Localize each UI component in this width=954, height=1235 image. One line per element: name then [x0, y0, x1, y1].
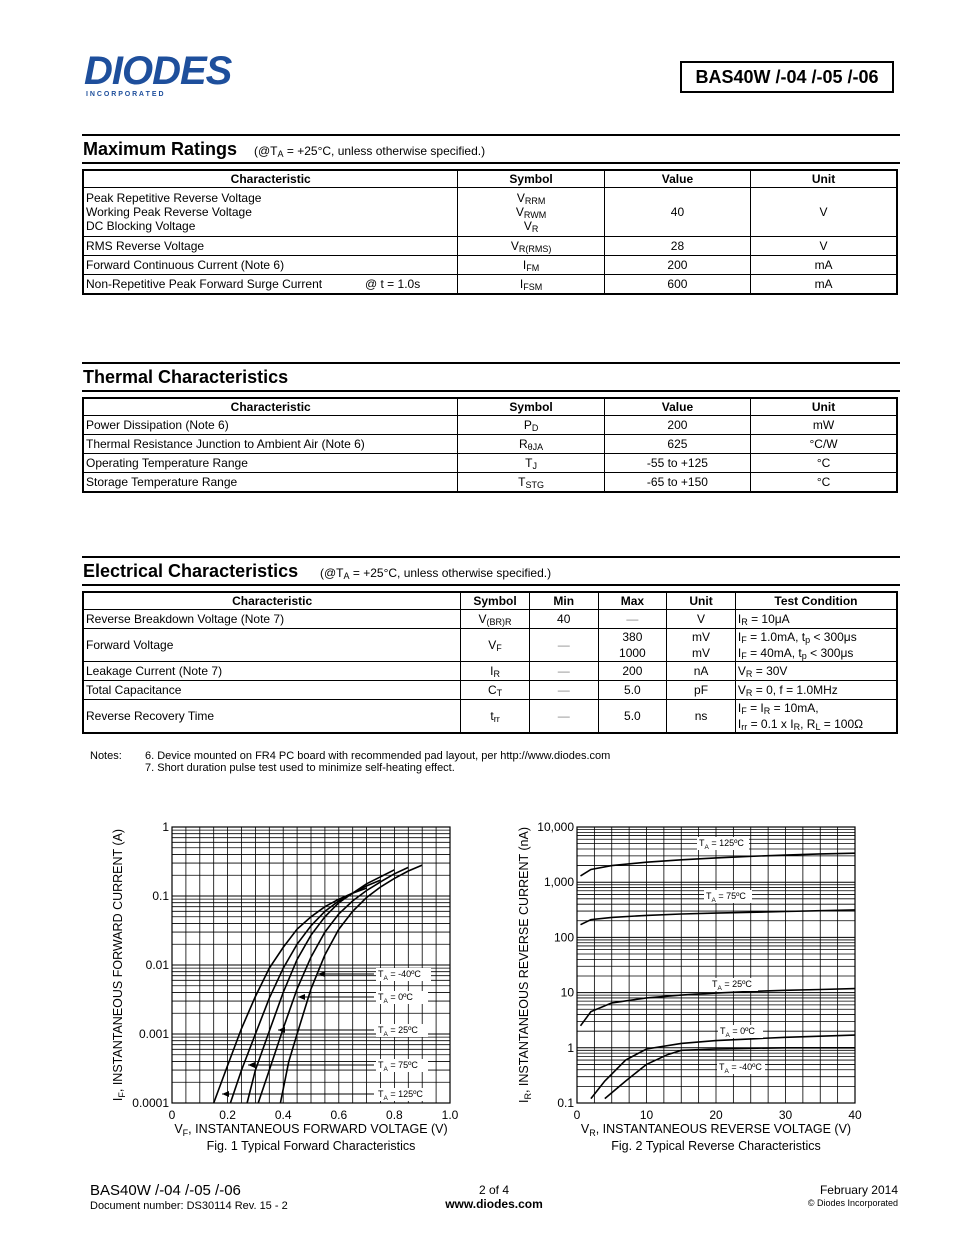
- x-tick-label: 0: [168, 1108, 176, 1122]
- test-condition-line: $I_{rr} = 0.1$ x $I_R$, $R_L = 100\Omega$: [737, 717, 864, 732]
- unit-cell: mA: [751, 256, 897, 275]
- characteristic-condition: @ t = 1.0s: [365, 277, 421, 291]
- y-tick-label: 1: [162, 820, 169, 834]
- max-cell: [598, 681, 667, 700]
- x-tick-label: 0.4: [274, 1108, 292, 1122]
- table-row: [83, 662, 897, 681]
- table-row: [83, 435, 897, 454]
- series-label: $T_A$ = -40ºC: [378, 969, 421, 982]
- y-tick-label: 0.001: [138, 1027, 169, 1041]
- symbol-cell: [458, 435, 604, 454]
- column-header: Characteristic: [83, 592, 461, 610]
- characteristic-cell: Forward Voltage: [83, 629, 461, 662]
- column-header: Max: [598, 592, 667, 610]
- series-label: $T_A$ = -40ºC: [719, 1062, 762, 1075]
- series-label: $T_A$ = 25ºC: [712, 979, 752, 992]
- column-header: Characteristic: [83, 398, 458, 416]
- x-tick-label: 0.6: [330, 1108, 348, 1122]
- symbol-cell: [458, 256, 604, 275]
- max-cell: [598, 610, 667, 629]
- x-tick-label: 0.8: [386, 1108, 403, 1122]
- symbol-line: [460, 205, 601, 219]
- thermal-header: [82, 362, 900, 392]
- value-cell: 40: [604, 188, 750, 237]
- symbol: $P_D$: [523, 418, 539, 433]
- value-cell: 200: [604, 256, 750, 275]
- symbol-cell: [461, 629, 530, 662]
- y-tick-label: 100: [553, 930, 574, 945]
- characteristic-text: Peak Repetitive Reverse Voltage: [86, 191, 262, 205]
- max-cell: [598, 700, 667, 734]
- characteristic-text: Forward Continuous Current (Note 6): [86, 258, 285, 272]
- symbol-cell: [461, 610, 530, 629]
- max-value: —: [626, 612, 639, 626]
- footer-part-number: BAS40W /-04 /-05 /-06: [90, 1182, 241, 1199]
- table-row: [83, 256, 897, 275]
- unit-value: pF: [694, 683, 709, 697]
- y-tick-label: 0.0001: [132, 1096, 169, 1110]
- min-cell: —: [529, 681, 598, 700]
- characteristic-cell: Storage Temperature Range: [83, 473, 458, 493]
- symbol: $R_{\theta JA}$: [518, 437, 544, 452]
- symbol: $I_{FSM}$: [519, 277, 543, 292]
- series-label-arrowhead: [248, 1062, 255, 1068]
- fig1-forward-chart: [100, 815, 480, 1160]
- x-tick-label: 30: [778, 1108, 793, 1122]
- characteristic-cell: Thermal Resistance Junction to Ambient Air (Note 6): [83, 435, 458, 454]
- symbol-cell: [458, 454, 604, 473]
- diodes-logo: [84, 52, 254, 98]
- series-label-arrowhead: [298, 994, 305, 1000]
- chart-title: Fig. 1 Typical Forward Characteristics: [206, 1139, 416, 1153]
- value-cell: 200: [604, 416, 750, 435]
- symbol-cell: [458, 237, 604, 256]
- characteristic-cell: Reverse Breakdown Voltage (Note 7): [83, 610, 461, 629]
- part-number-box: BAS40W /-04 /-05 /-06: [680, 61, 894, 93]
- x-axis-label: $V_R$, INSTANTANEOUS REVERSE VOLTAGE (V): [580, 1122, 852, 1138]
- symbol-line: [460, 239, 601, 253]
- symbol: $V_{R(RMS)}$: [510, 239, 552, 254]
- symbol-line: [460, 277, 601, 291]
- column-header: Symbol: [461, 592, 530, 610]
- symbol-line: [460, 191, 601, 205]
- y-tick-label: 0.01: [145, 958, 169, 972]
- symbol: $I_{FM}$: [522, 258, 540, 273]
- max-ratings-table: [82, 169, 898, 295]
- unit-cell: mW: [751, 416, 897, 435]
- y-axis-label: $I_R$, INSTANTANEOUS REVERSE CURRENT (nA): [517, 827, 533, 1103]
- max-cell: [598, 662, 667, 681]
- table-header-row: [83, 398, 897, 416]
- x-tick-label: 0: [573, 1108, 581, 1122]
- symbol: $t_{rr}$: [490, 709, 500, 724]
- test-condition-cell: [735, 629, 897, 662]
- max-cell: [598, 629, 667, 662]
- table-row: [83, 454, 897, 473]
- plot-area: [577, 827, 855, 1103]
- y-tick-label: 10,000: [537, 820, 574, 834]
- symbol-cell: [461, 700, 530, 734]
- test-condition-line: $I_F = 40mA$, $t_p < 300\mu s$: [737, 646, 854, 661]
- series-label: $T_A$ = 75ºC: [706, 891, 746, 904]
- series-label: $T_A$ = 125ºC: [699, 838, 744, 851]
- symbol: $T_{STG}$: [518, 475, 545, 490]
- characteristic-cell: [83, 237, 458, 256]
- footer-website[interactable]: www.diodes.com: [445, 1197, 543, 1211]
- test-condition-line: $I_F = I_R = 10mA$,: [737, 701, 819, 716]
- chart-title: Fig. 2 Typical Reverse Characteristics: [611, 1139, 821, 1153]
- test-condition-cell: [735, 700, 897, 734]
- characteristic-cell: Leakage Current (Note 7): [83, 662, 461, 681]
- column-header: Min: [529, 592, 598, 610]
- symbol-cell: [458, 473, 604, 493]
- x-tick-label: 20: [709, 1108, 723, 1122]
- characteristic-cell: Operating Temperature Range: [83, 454, 458, 473]
- max-ratings-header: [82, 134, 900, 164]
- thermal-table: [82, 397, 898, 493]
- unit-cell: [667, 700, 736, 734]
- series-line: [581, 910, 856, 925]
- diodes-logo-graphic: [84, 52, 254, 98]
- y-tick-label: 1,000: [543, 875, 574, 890]
- y-tick-label: 1: [567, 1040, 574, 1055]
- x-tick-label: 0.2: [219, 1108, 236, 1122]
- y-tick-label: 0.1: [152, 889, 169, 903]
- test-condition-cell: [735, 662, 897, 681]
- characteristic-cell: Power Dissipation (Note 6): [83, 416, 458, 435]
- symbol-cell: [458, 416, 604, 435]
- test-condition-cell: [735, 610, 897, 629]
- table-row: [83, 700, 897, 734]
- min-cell: —: [529, 700, 598, 734]
- characteristic-cell: [83, 256, 458, 275]
- footer-page: 2 of 4: [478, 1183, 510, 1197]
- column-header: Unit: [667, 592, 736, 610]
- y-axis-label: $I_F$, INSTANTANEOUS FORWARD CURRENT (A): [111, 828, 127, 1102]
- symbol: $V_{(BR)R}$: [478, 612, 512, 627]
- fig2-reverse-chart: [510, 815, 890, 1160]
- unit-value: ns: [694, 709, 708, 723]
- x-tick-label: 40: [848, 1108, 862, 1122]
- series-line: [230, 880, 380, 1103]
- column-header: Value: [604, 398, 750, 416]
- symbol: $V_{RWM}$: [515, 205, 547, 220]
- series-line: [581, 853, 856, 876]
- symbol: $V_R$: [523, 219, 539, 234]
- value-cell: 600: [604, 275, 750, 295]
- characteristic-text: RMS Reverse Voltage: [86, 239, 205, 253]
- table-row: [83, 610, 897, 629]
- unit-cell: °C: [751, 473, 897, 493]
- table-header-row: [83, 592, 897, 610]
- characteristic-cell: [83, 275, 458, 295]
- footer-date: February 2014: [819, 1183, 898, 1197]
- symbol-cell: [461, 681, 530, 700]
- value-cell: -65 to +150: [604, 473, 750, 493]
- table-row: [83, 237, 897, 256]
- unit-cell: [667, 629, 736, 662]
- column-header: Symbol: [458, 170, 604, 188]
- note-6: 6. Device mounted on FR4 PC board with recommended pad layout, per http://www.diodes.com: [145, 750, 611, 762]
- column-header: Unit: [751, 398, 897, 416]
- unit-cell: mA: [751, 275, 897, 295]
- symbol-cell: [461, 662, 530, 681]
- test-condition-line: $V_R = 30V$: [737, 664, 788, 679]
- x-axis-label: $V_F$, INSTANTANEOUS FORWARD VOLTAGE (V): [174, 1122, 448, 1138]
- characteristic-cell: Total Capacitance: [83, 681, 461, 700]
- logo-wordmark: DIODES: [84, 52, 232, 93]
- series-label: $T_A$ = 75ºC: [378, 1060, 418, 1073]
- min-cell: —: [529, 662, 598, 681]
- column-header: Test Condition: [735, 592, 897, 610]
- symbol: $C_T$: [487, 683, 503, 698]
- unit-value: nA: [693, 664, 709, 678]
- max-value: 1000: [619, 646, 646, 660]
- symbol-line: [460, 258, 601, 272]
- unit-value: mV: [692, 630, 711, 644]
- symbol-cell: [458, 275, 604, 295]
- footer-doc-number: Document number: DS30114 Rev. 15 - 2: [90, 1200, 288, 1212]
- characteristic-text: DC Blocking Voltage: [86, 219, 196, 233]
- test-condition-cell: [735, 681, 897, 700]
- y-tick-label: 10: [560, 985, 574, 1000]
- column-header: Symbol: [458, 398, 604, 416]
- series-label: $T_A$ = 25ºC: [378, 1025, 418, 1038]
- series-line: [581, 989, 856, 1026]
- characteristic-text: Non-Repetitive Peak Forward Surge Current: [86, 277, 323, 291]
- series-label: $T_A$ = 0ºC: [378, 992, 413, 1005]
- electrical-condition: ($@T_A = +25^\circ C$, unless otherwise specified.): [320, 566, 552, 581]
- table-row: [83, 681, 897, 700]
- table-row: [83, 275, 897, 295]
- max-value: 5.0: [624, 709, 641, 723]
- test-condition-line: $V_R = 0$, f = 1.0MHz: [737, 683, 838, 698]
- unit-cell: V: [751, 188, 897, 237]
- electrical-title: Electrical Characteristics: [83, 561, 299, 581]
- unit-cell: [667, 610, 736, 629]
- series-label: $T_A$ = 125ºC: [378, 1089, 423, 1102]
- thermal-title: Thermal Characteristics: [83, 367, 289, 387]
- max-value: 5.0: [624, 683, 641, 697]
- footer-copyright: © Diodes Incorporated: [807, 1198, 898, 1208]
- electrical-table: [82, 591, 898, 734]
- min-cell: —: [529, 629, 598, 662]
- value-cell: 28: [604, 237, 750, 256]
- characteristic-cell: Reverse Recovery Time: [83, 700, 461, 734]
- column-header: Unit: [751, 170, 897, 188]
- unit-cell: °C: [751, 454, 897, 473]
- test-condition-line: $I_R = 10\mu A$: [737, 612, 790, 627]
- x-tick-label: 10: [639, 1108, 654, 1122]
- table-row: [83, 629, 897, 662]
- max-value: 200: [622, 664, 643, 678]
- value-cell: -55 to +125: [604, 454, 750, 473]
- symbol: $V_F$: [488, 638, 502, 653]
- electrical-header: [82, 556, 900, 586]
- table-row: [83, 188, 897, 237]
- characteristic-cell: [83, 188, 458, 237]
- column-header: Characteristic: [83, 170, 458, 188]
- min-cell: 40: [529, 610, 598, 629]
- column-header: Value: [604, 170, 750, 188]
- table-header-row: [83, 170, 897, 188]
- characteristic-text: Working Peak Reverse Voltage: [86, 205, 252, 219]
- table-row: [83, 473, 897, 493]
- series-line: [214, 888, 367, 1103]
- unit-cell: [667, 662, 736, 681]
- table-row: [83, 416, 897, 435]
- symbol: $I_R$: [490, 664, 500, 679]
- unit-cell: [667, 681, 736, 700]
- max-ratings-condition: ($@T_A = +25^\circ C$, unless otherwise specified.): [254, 144, 486, 159]
- unit-cell: V: [751, 237, 897, 256]
- unit-value: mV: [692, 646, 711, 660]
- value-cell: 625: [604, 435, 750, 454]
- symbol: $T_J$: [525, 456, 537, 471]
- logo-subtext: I N C O R P O R A T E D: [86, 91, 164, 98]
- note-7: 7. Short duration pulse test used to minimize self-heating effect.: [145, 762, 455, 774]
- symbol-line: [460, 219, 601, 233]
- max-value: 380: [622, 630, 643, 644]
- unit-cell: °C/W: [751, 435, 897, 454]
- notes-label: Notes:: [90, 750, 122, 762]
- symbol: $V_{RRM}$: [516, 191, 546, 206]
- max-ratings-title: Maximum Ratings: [83, 139, 238, 159]
- series-label-arrowhead: [222, 1091, 229, 1097]
- x-tick-label: 1.0: [441, 1108, 459, 1122]
- series-label: $T_A$ = 0ºC: [720, 1026, 755, 1039]
- test-condition-line: $I_F = 1.0mA$, $t_p < 300\mu s$: [737, 630, 857, 645]
- symbol-cell: [458, 188, 604, 237]
- unit-value: V: [697, 612, 706, 626]
- y-tick-label: 0.1: [557, 1096, 574, 1110]
